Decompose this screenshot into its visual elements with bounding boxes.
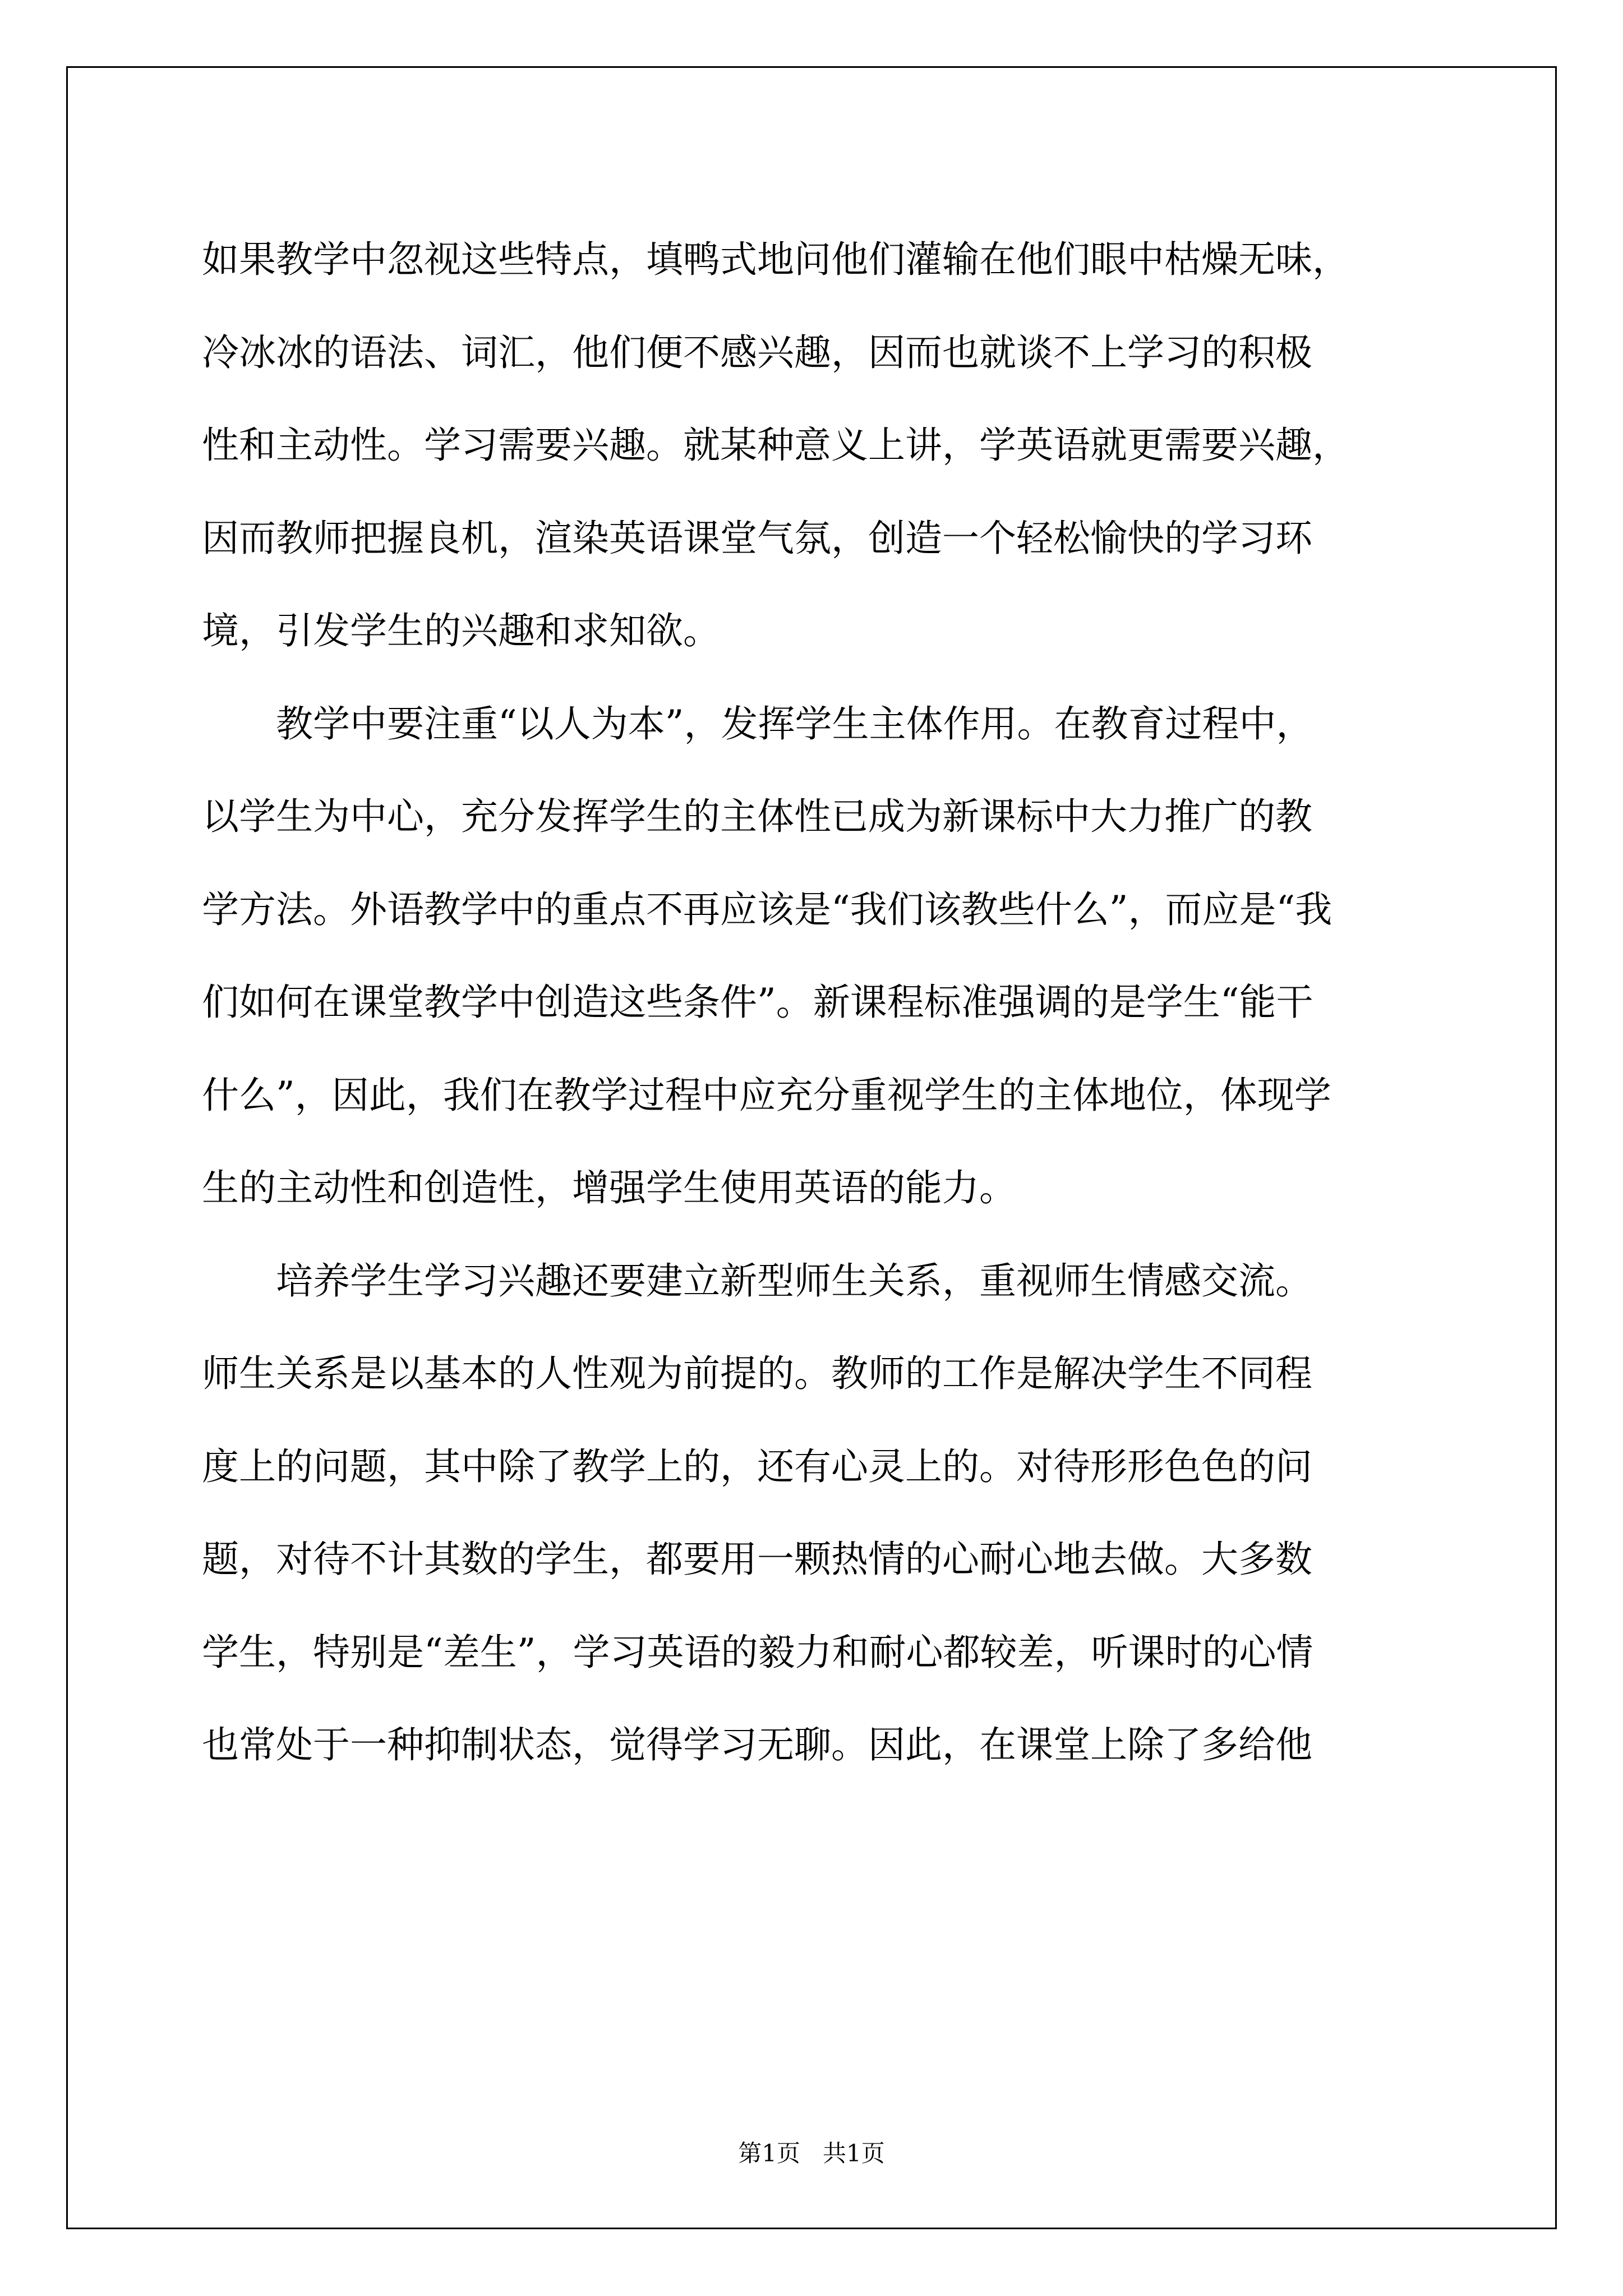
text-line: 培养学生学习兴趣还要建立新型师生关系，重视师生情感交流。	[202, 1259, 1312, 1303]
text-line: 师生关系是以基本的人性观为前提的。教师的工作是解决学生不同程	[202, 1352, 1312, 1395]
text-line: 以学生为中心，充分发挥学生的主体性已成为新课标中大力推广的教	[202, 795, 1312, 838]
text-line: 如果教学中忽视这些特点，填鸭式地问他们灌输在他们眼中枯燥无味，	[202, 238, 1349, 281]
text-line: 境，引发学生的兴趣和求知欲。	[202, 609, 720, 652]
text-line: 度上的问题，其中除了教学上的，还有心灵上的。对待形形色色的问	[202, 1444, 1312, 1488]
text-line: 因而教师把握良机，渲染英语课堂气氛，创造一个轻松愉快的学习环	[202, 516, 1312, 560]
document-body	[202, 213, 1436, 1792]
text-line: 也常处于一种抑制状态，觉得学习无聊。因此，在课堂上除了多给他	[202, 1723, 1312, 1766]
text-line: 生的主动性和创造性，增强学生使用英语的能力。	[202, 1166, 1016, 1209]
text-line: 什么”，因此，我们在教学过程中应充分重视学生的主体地位，体现学	[202, 1073, 1331, 1117]
page-number-total: 共1页	[823, 2139, 885, 2167]
text-line: 教学中要注重“以人为本”，发挥学生主体作用。在教育过程中，	[202, 702, 1313, 746]
text-line: 们如何在课堂教学中创造这些条件”。新课程标准强调的是学生“能干	[202, 981, 1313, 1024]
text-line: 冷冰冰的语法、词汇，他们便不感兴趣，因而也就谈不上学习的积极	[202, 330, 1312, 374]
page-number-current: 第1页	[738, 2139, 800, 2167]
text-line: 性和主动性。学习需要兴趣。就某种意义上讲，学英语就更需要兴趣，	[202, 424, 1349, 467]
text-line: 学方法。外语教学中的重点不再应该是“我们该教些什么”，而应是“我	[202, 887, 1332, 931]
text-line: 学生，特别是“差生”，学习英语的毅力和耐心都较差，听课时的心情	[202, 1630, 1313, 1674]
text-line: 题，对待不计其数的学生，都要用一颗热情的心耐心地去做。大多数	[202, 1538, 1312, 1581]
page-footer	[0, 2135, 1623, 2169]
